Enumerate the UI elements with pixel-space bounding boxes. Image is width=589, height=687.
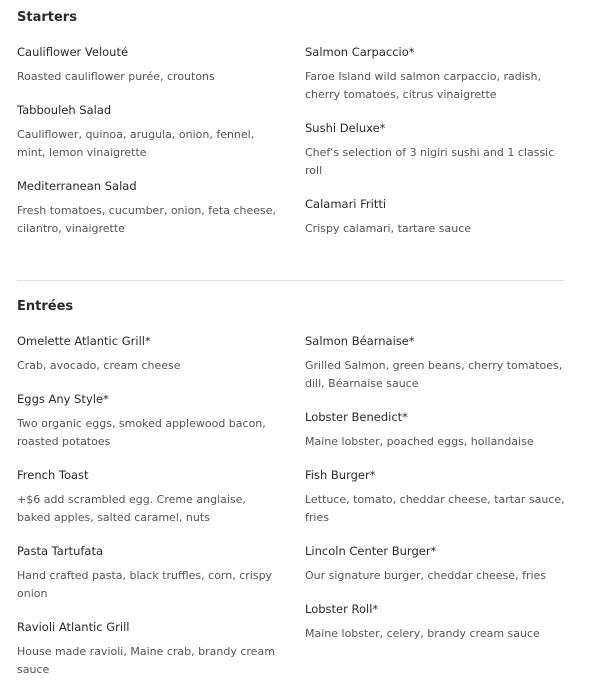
menu-item <box>17 467 279 527</box>
menu-item-name: Salmon Carpaccio* <box>305 45 415 59</box>
menu-item-name: Lobster Benedict* <box>305 410 408 424</box>
menu-item <box>17 391 279 451</box>
menu-item-description: Crispy calamari, tartare sauce <box>305 222 472 235</box>
menu-item <box>305 467 567 527</box>
section-title-entrees: Entrées <box>17 299 74 314</box>
menu-item <box>17 102 267 162</box>
menu-item-description: Maine lobster, celery, brandy cream sauce <box>305 627 540 640</box>
menu-item <box>17 44 215 86</box>
menu-item-description: Lettuce, tomato, cheddar cheese, tartar sauce, fries <box>305 493 565 524</box>
menu-item-name: Calamari Fritti <box>305 197 387 211</box>
menu-item-description: Crab, avocado, cream cheese <box>17 359 181 372</box>
menu-item-description: Fresh tomatoes, cucumber, onion, feta cheese, cilantro, vinaigrette <box>17 204 277 235</box>
menu-item-description: Faroe Island wild salmon carpaccio, radish, cherry tomatoes, citrus vinaigrette <box>305 70 541 101</box>
menu-item-description: Two organic eggs, smoked applewood bacon, roasted potatoes <box>17 417 266 448</box>
menu-item-description: Cauliflower, quinoa, arugula, onion, fennel, mint, lemon vinaigrette <box>17 128 255 159</box>
menu-item-description: Grilled Salmon, green beans, cherry tomatoes, dill, Béarnaise sauce <box>305 359 563 390</box>
menu-item <box>305 601 567 643</box>
menu-item-name: Fish Burger* <box>305 468 376 482</box>
menu-item <box>17 333 279 375</box>
menu-item <box>17 619 279 679</box>
entrees-section <box>17 299 567 676</box>
menu-item <box>305 543 567 585</box>
menu-item-name: Ravioli Atlantic Grill <box>17 620 130 634</box>
menu-item-description: Chef's selection of 3 nigiri sushi and 1 classic roll <box>305 146 555 177</box>
menu-item-name: French Toast <box>17 468 89 482</box>
menu-item <box>305 44 567 104</box>
menu-item-name: Mediterranean Salad <box>17 179 137 193</box>
menu-item-name: Omelette Atlantic Grill* <box>17 334 151 348</box>
menu-item <box>305 120 567 180</box>
menu-item <box>17 178 279 238</box>
menu-item-description: House made ravioli, Maine crab, brandy cream sauce <box>17 645 275 676</box>
starters-section <box>17 10 567 235</box>
menu-item-description: +$6 add scrambled egg. Creme anglaise, baked apples, salted caramel, nuts <box>17 493 246 524</box>
menu-item-description: Hand crafted pasta, black truffles, corn, crispy onion <box>17 569 273 600</box>
menu-item-name: Sushi Deluxe* <box>305 121 386 135</box>
menu-item-name: Lobster Roll* <box>305 602 379 616</box>
menu-item-name: Salmon Béarnaise* <box>305 334 415 348</box>
menu-item <box>305 196 567 238</box>
section-title-starters: Starters <box>17 10 77 25</box>
menu-item-name: Lincoln Center Burger* <box>305 544 437 558</box>
menu-item <box>305 333 567 393</box>
menu-item <box>305 409 567 451</box>
menu-item <box>17 543 279 603</box>
menu-item-name: Eggs Any Style* <box>17 392 109 406</box>
menu-item-name: Cauliflower Velouté <box>17 45 129 59</box>
menu-item-description: Our signature burger, cheddar cheese, fries <box>305 569 547 582</box>
section-divider <box>17 280 564 281</box>
menu-item-name: Tabbouleh Salad <box>17 103 112 117</box>
menu-item-description: Roasted cauliflower purée, croutons <box>17 70 215 83</box>
menu-item-name: Pasta Tartufata <box>17 544 104 558</box>
menu-item-description: Maine lobster, poached eggs, hollandaise <box>305 435 534 448</box>
